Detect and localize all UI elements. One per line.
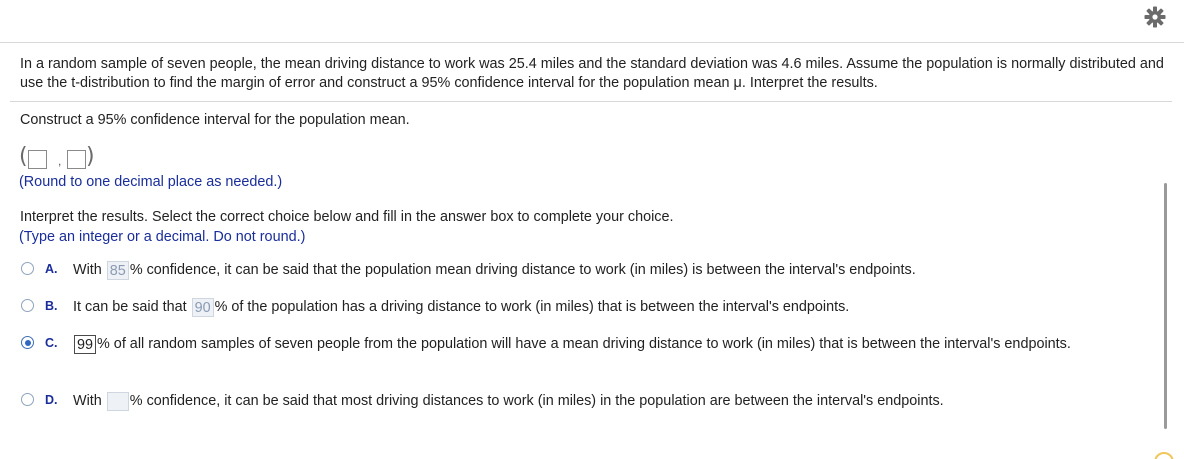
choice-text (73, 298, 1123, 317)
interval-lower-input[interactable] (28, 150, 47, 169)
divider (10, 101, 1172, 102)
top-toolbar (0, 0, 1184, 43)
choice-pre: It can be said that (73, 299, 187, 315)
radio-b[interactable] (21, 299, 34, 312)
interval-upper-input[interactable] (67, 150, 86, 169)
part1-hint: (Round to one decimal place as needed.) (19, 174, 283, 190)
answer-box-d[interactable] (107, 392, 129, 411)
part2-prompt: Interpret the results. Select the correct choice below and fill in the answer box to complete your choice. (20, 209, 674, 225)
part2-hint: (Type an integer or a decimal. Do not round.) (19, 229, 306, 245)
radio-a[interactable] (21, 262, 34, 275)
choice-text (73, 392, 1123, 411)
help-circle-icon[interactable] (1154, 452, 1174, 459)
choice-letter: D. (45, 393, 58, 407)
choice-post: % confidence, it can be said that the population mean driving distance to work (in miles) is between the interval's endpoints. (129, 262, 916, 278)
choice-post: % confidence, it can be said that most driving distances to work (in miles) in the population are between the interval's endpoints. (129, 393, 944, 409)
scrollbar[interactable] (1164, 183, 1167, 429)
answer-box-c[interactable]: 99 (74, 335, 96, 354)
choice-pre: With (73, 262, 102, 278)
question-text: In a random sample of seven people, the mean driving distance to work was 25.4 miles and the standard deviation was 4.6 miles. Assume the population is normally distributed and use the t-distribution to find the margin of error and construct a 95% confidence interval for the population mean μ. Interpret the results. (20, 56, 1164, 91)
choice-letter: A. (45, 262, 58, 276)
answer-box-a[interactable]: 85 (107, 261, 129, 280)
confidence-interval-input (19, 144, 101, 170)
radio-c-selected[interactable] (21, 336, 34, 349)
choice-text (73, 335, 1123, 354)
interval-comma: , (58, 154, 62, 168)
part1-prompt: Construct a 95% confidence interval for the population mean. (20, 112, 410, 128)
open-paren: ( (19, 144, 28, 169)
choice-post: % of all random samples of seven people from the population will have a mean driving distance to work (in miles) that is between the interval's endpoints. (97, 336, 1071, 352)
radio-d[interactable] (21, 393, 34, 406)
close-paren: ) (86, 144, 95, 169)
choice-letter: B. (45, 299, 58, 313)
choice-text (73, 261, 1123, 280)
gear-icon[interactable] (1143, 5, 1167, 29)
choice-post: % of the population has a driving distance to work (in miles) that is between the interval's endpoints. (214, 299, 850, 315)
choice-pre: With (73, 393, 102, 409)
choice-letter: C. (45, 336, 58, 350)
answer-box-b[interactable]: 90 (192, 298, 214, 317)
